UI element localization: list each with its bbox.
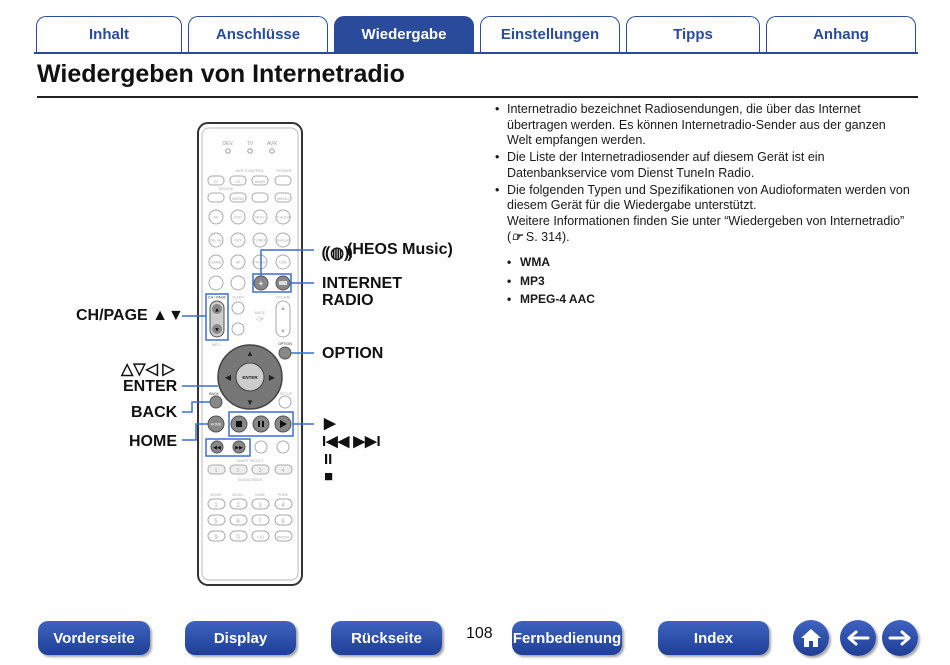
option-button xyxy=(279,347,291,359)
svg-text:MUSIC: MUSIC xyxy=(232,493,244,497)
svg-text:◁×: ◁× xyxy=(255,317,265,323)
stop-callout: ■ xyxy=(324,468,334,485)
format-item: • MP3 xyxy=(507,272,595,291)
tab-anschluesse[interactable]: Anschlüsse xyxy=(188,16,328,52)
svg-text:◀◀: ◀◀ xyxy=(213,445,221,451)
arrow-keys-callout: △▽◁ ▷ xyxy=(121,361,175,378)
svg-text:9: 9 xyxy=(214,535,218,541)
svg-text:▲: ▲ xyxy=(246,349,254,358)
heos-music-icon: ⸨◍⸩ xyxy=(322,245,353,262)
tv-label: TV xyxy=(246,141,254,147)
home-nav-button[interactable] xyxy=(793,620,829,656)
svg-text:DEVICE: DEVICE xyxy=(218,186,234,191)
svg-text:VOLUME: VOLUME xyxy=(275,295,291,300)
bullet-item: • Internetradio bezeichnet Radiosendungen, die über das Internet übertragen werden. Es können Internetradio-Sender aus der ganzen Welt empfangen werden. xyxy=(493,102,913,149)
reference-page-link[interactable]: S. 314). xyxy=(525,229,570,244)
svg-text:▶: ▶ xyxy=(268,373,276,382)
svg-text:DVD: DVD xyxy=(234,215,242,220)
display-button[interactable]: Display xyxy=(185,621,296,655)
svg-text:▼: ▼ xyxy=(246,398,254,407)
svg-text:▶▶: ▶▶ xyxy=(235,445,243,451)
format-item: • WMA xyxy=(507,253,595,272)
option-callout: OPTION xyxy=(322,345,384,362)
ch-page-callout: CH/PAGE ▲▼ xyxy=(76,307,184,324)
svg-text:MENU: MENU xyxy=(232,196,244,201)
svg-text:▲: ▲ xyxy=(214,307,220,314)
svg-text:8: 8 xyxy=(281,519,285,525)
bullet-text: Die folgenden Typen und Spezifikationen von Audioformaten werden von diesem Gerät für die Wiedergabe unterstützt. xyxy=(507,182,910,213)
rueckseite-button[interactable]: Rückseite xyxy=(331,621,442,655)
tab-anhang[interactable]: Anhang xyxy=(766,16,916,52)
back-callout: BACK xyxy=(131,404,178,421)
svg-text:4: 4 xyxy=(281,503,285,509)
tab-einstellungen[interactable]: Einstellungen xyxy=(480,16,620,52)
back-nav-button[interactable] xyxy=(840,620,876,656)
svg-text:6: 6 xyxy=(236,519,240,525)
tab-wiedergabe[interactable]: Wiedergabe xyxy=(334,16,474,52)
index-button[interactable]: Index xyxy=(658,621,769,655)
forward-nav-button[interactable] xyxy=(882,620,918,656)
svg-text:PHONO: PHONO xyxy=(253,260,267,265)
svg-text:USB: USB xyxy=(279,260,287,265)
power-label: POWER xyxy=(276,168,292,173)
svg-text:Z3: Z3 xyxy=(235,179,241,184)
svg-text:SLEEP: SLEEP xyxy=(232,295,244,300)
page-number: 108 xyxy=(466,625,493,642)
play-callout: ▶ xyxy=(324,415,336,432)
vorderseite-button[interactable]: Vorderseite xyxy=(38,621,150,655)
enter-callout: ENTER xyxy=(123,378,178,395)
svg-text:BACK: BACK xyxy=(209,392,219,396)
svg-text:2: 2 xyxy=(236,468,240,474)
svg-text:7: 7 xyxy=(258,519,262,525)
svg-text:▼: ▼ xyxy=(214,327,220,334)
svg-text:ENTER: ENTER xyxy=(276,535,290,540)
svg-text:MOVIE: MOVIE xyxy=(210,493,222,497)
svg-text:GAME: GAME xyxy=(254,493,266,497)
row-button xyxy=(209,276,223,290)
svg-text:INFO: INFO xyxy=(211,343,221,347)
svg-text:MAIN: MAIN xyxy=(255,179,265,184)
svg-text:AUX: AUX xyxy=(234,238,242,243)
svg-text:+: + xyxy=(258,279,264,288)
svg-text:MENU: MENU xyxy=(277,196,289,201)
home-callout: HOME xyxy=(129,433,177,450)
svg-text:5: 5 xyxy=(214,519,218,525)
svg-text:BD: BD xyxy=(213,215,219,220)
svg-text:MPLY: MPLY xyxy=(255,215,265,220)
svg-text:0: 0 xyxy=(236,535,240,541)
svg-text:Blu-ray: Blu-ray xyxy=(210,238,222,243)
svg-text:GAME: GAME xyxy=(210,260,222,265)
svg-text:▼: ▼ xyxy=(280,329,286,335)
skip-callout: I◀◀ ▶▶I xyxy=(322,433,381,450)
svg-text:1: 1 xyxy=(214,503,218,509)
svg-text:SMART SELECT: SMART SELECT xyxy=(236,459,264,463)
svg-text:3: 3 xyxy=(258,503,262,509)
svg-text:SETUP: SETUP xyxy=(280,392,292,396)
row-button xyxy=(231,276,245,290)
avr-control-label: AVR CONTROL xyxy=(235,168,265,173)
svg-text:◀: ◀ xyxy=(224,373,232,382)
avr-label: AVR xyxy=(267,141,277,147)
svg-text:PURE: PURE xyxy=(278,493,288,497)
tab-tipps[interactable]: Tipps xyxy=(626,16,760,52)
arrow-right-icon xyxy=(888,630,912,646)
svg-text:HOME: HOME xyxy=(210,422,222,427)
page-title: Wiedergeben von Internetradio xyxy=(37,60,405,88)
svg-text:▲: ▲ xyxy=(280,306,286,312)
reference-hand-icon: ☞ xyxy=(511,229,523,244)
svg-text:AK: AK xyxy=(235,260,241,265)
svg-text:1: 1 xyxy=(214,468,218,474)
svg-text:TUNER: TUNER xyxy=(253,238,267,243)
svg-text:CH / PAGE: CH / PAGE xyxy=(208,295,226,300)
pause-callout: II xyxy=(324,451,333,468)
internet-radio-callout: INTERNET RADIO xyxy=(322,275,402,309)
more-info-text: Weitere Informationen finden Sie unter “Wiedergeben von Internetradio” ( xyxy=(507,213,905,244)
back-button xyxy=(210,396,222,408)
tab-inhalt[interactable]: Inhalt xyxy=(36,16,182,52)
svg-text:OPTION: OPTION xyxy=(278,342,292,346)
arrow-left-icon xyxy=(846,630,870,646)
svg-text:Z2: Z2 xyxy=(213,179,219,184)
svg-text:+10: +10 xyxy=(256,534,264,540)
svg-text:ENTER: ENTER xyxy=(242,375,258,380)
dev-label: DEV. xyxy=(222,141,234,147)
svg-text:TV AUDIO: TV AUDIO xyxy=(274,215,292,220)
bullet-item: • Die Liste der Internetradiosender auf diesem Gerät ist ein Datenbankservice vom Dienst TuneIn Radio. xyxy=(493,150,913,181)
svg-text:SOUND MODE: SOUND MODE xyxy=(237,478,263,482)
svg-text:2: 2 xyxy=(236,503,240,509)
fernbedienung-button[interactable]: Fernbedienung xyxy=(512,621,622,655)
svg-text:MUTE: MUTE xyxy=(254,311,266,315)
home-icon xyxy=(800,628,822,648)
svg-text:4: 4 xyxy=(281,468,285,474)
svg-text:3: 3 xyxy=(258,468,262,474)
svg-text:Bluetooth: Bluetooth xyxy=(275,238,291,243)
format-item: • MPEG-4 AAC xyxy=(507,290,595,309)
heos-music-callout: (HEOS Music) xyxy=(347,241,453,258)
